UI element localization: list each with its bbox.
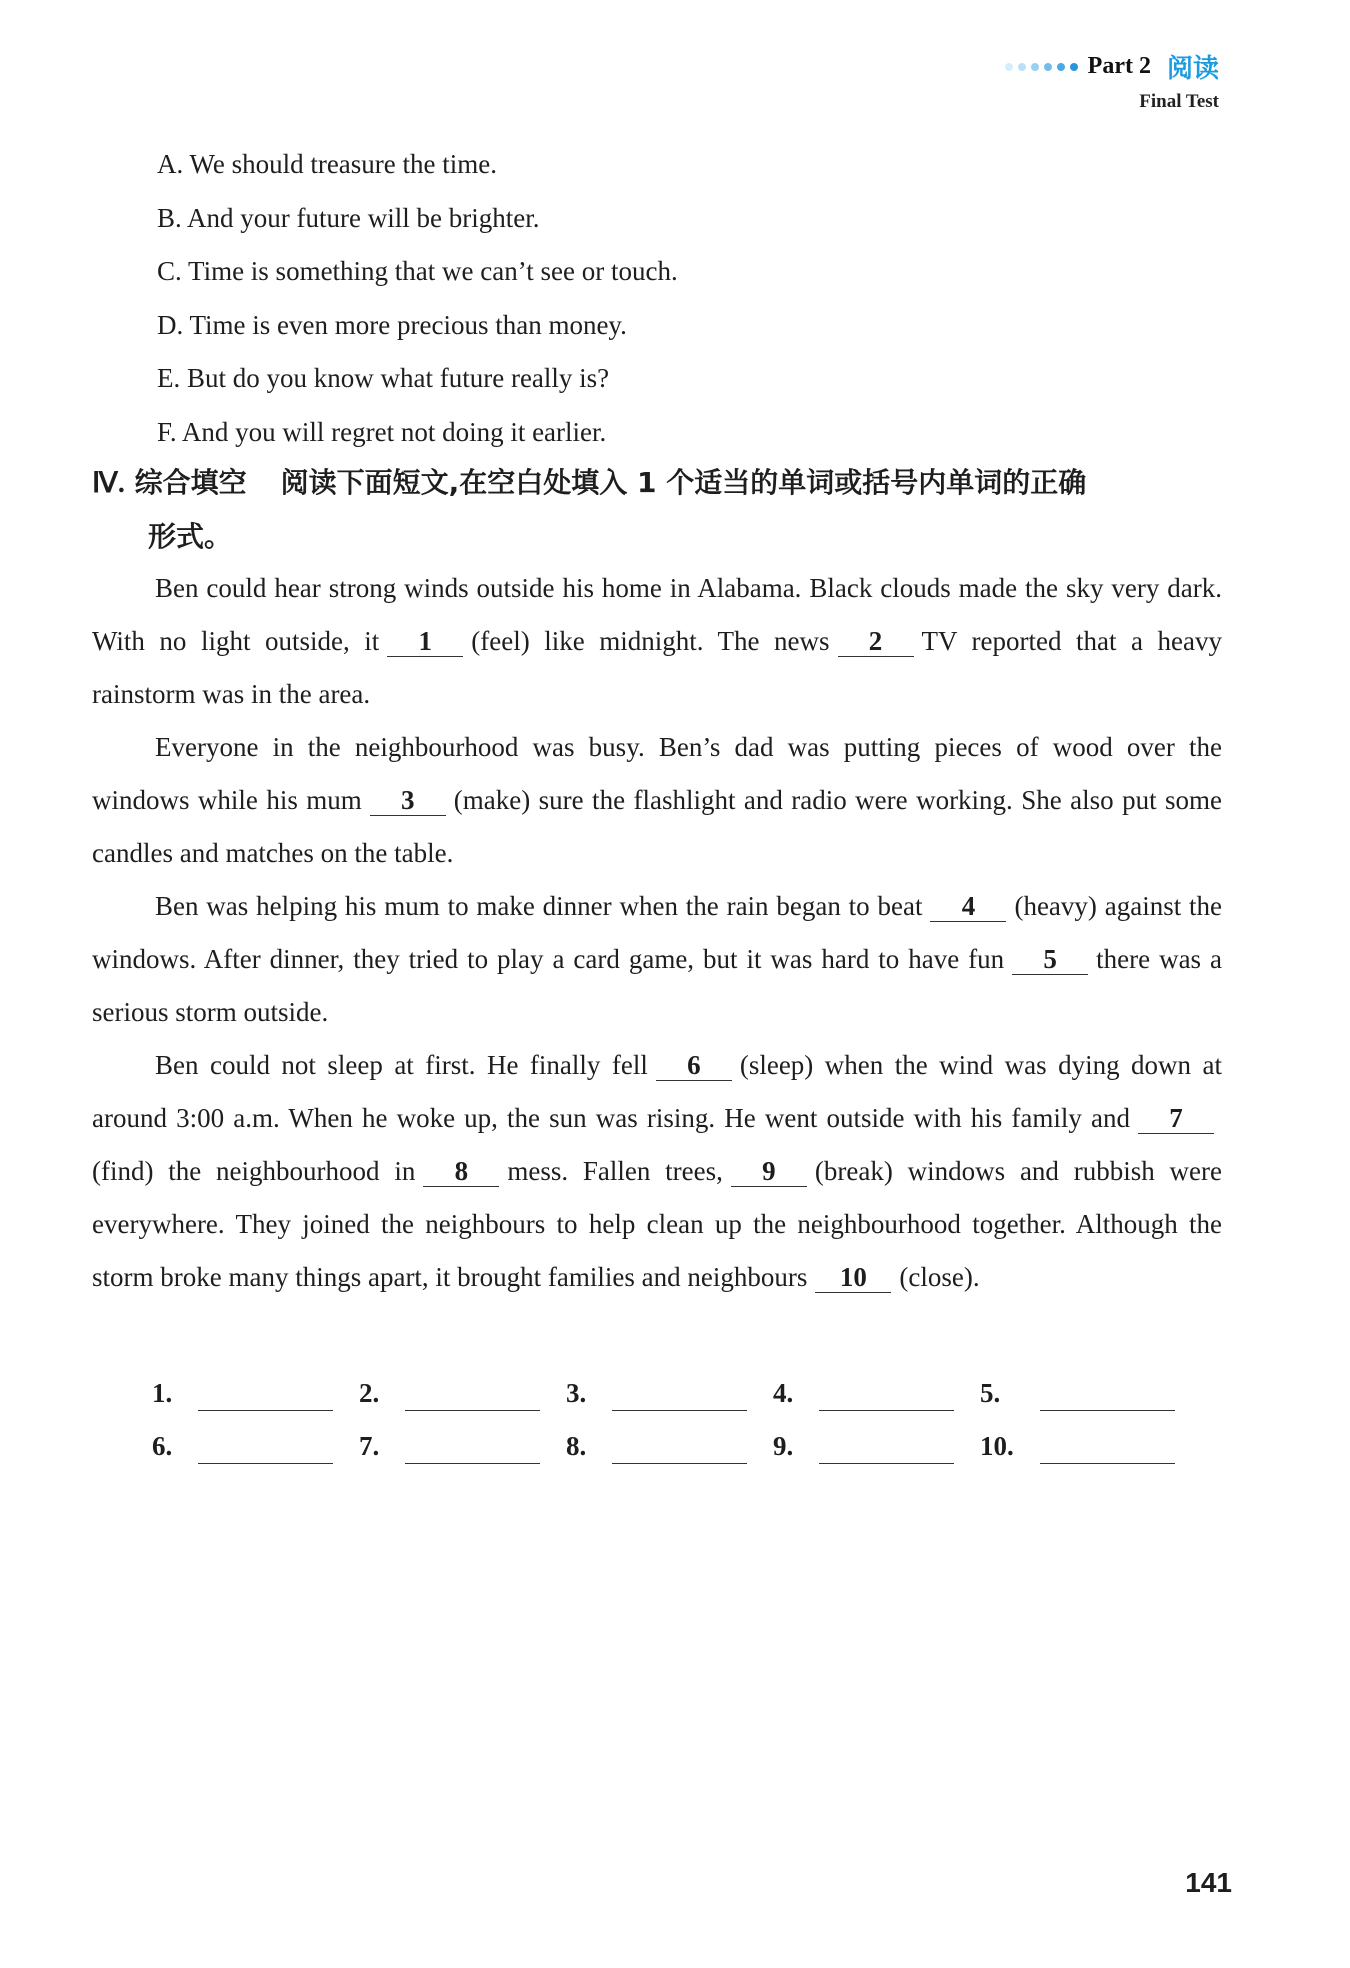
header-subtitle: Final Test [1139,91,1219,112]
dot-icon [1005,63,1013,71]
answer-number: 4. [773,1378,794,1408]
section-title [92,456,1222,563]
answer-field[interactable] [819,1380,954,1411]
blank-3: 3 [370,785,446,816]
passage-text: (close). [899,1262,980,1292]
answer-slot-1 [152,1375,359,1411]
passage-text: Everyone in the neighbourhood was busy. Ben’s dad was putting pieces of wood over the windows while his mum [92,732,1222,815]
answer-field[interactable] [405,1380,540,1411]
blank-2: 2 [838,626,914,657]
answer-number: 9. [773,1431,794,1461]
passage-paragraph-2 [92,721,1222,880]
answer-field[interactable] [612,1433,747,1464]
answer-row [152,1358,1210,1411]
part-chinese-label: 阅读 [1166,54,1219,84]
dot-icon [1031,63,1039,71]
page-number: 141 [1185,1867,1232,1898]
passage-paragraph-3 [92,880,1222,1039]
answer-slot-4 [773,1375,980,1411]
passage-text: Ben could not sleep at first. He finally fell [155,1050,648,1080]
passage-text: (sleep) when the wind was dying down at around 3:00 a.m. When he woke up, the sun was rising. He went outside with his family and [92,1050,1222,1133]
answer-slot-10 [980,1428,1210,1464]
answer-options-list [157,138,678,459]
part-label: Part 2 [1087,53,1151,79]
passage-text: Ben was helping his mum to make dinner when the rain began to beat [155,891,923,921]
passage-text: Ben could hear strong winds outside his home in Alabama. Black clouds made the sky very dark. With no light outside, it [92,573,1222,656]
passage-text: (heavy) against the windows. After dinner, they tried to play a card game, but it was hard to have fun [92,891,1223,974]
section-name: 综合填空 [134,466,247,499]
decorative-dots [1005,63,1078,71]
option-e: E. But do you know what future really is? [157,363,610,393]
page-header [1005,48,1219,113]
section-number: Ⅳ. [92,468,125,499]
dot-icon [1057,63,1065,71]
dot-icon [1070,63,1078,71]
dot-icon [1044,63,1052,71]
passage-text: (feel) like midnight. The news [471,626,830,656]
answer-lines [152,1358,1210,1464]
dot-icon [1018,63,1026,71]
answer-field[interactable] [1040,1433,1175,1464]
blank-8: 8 [423,1156,499,1187]
blank-9: 9 [731,1156,807,1187]
option-f: F. And you will regret not doing it earlier. [157,416,607,447]
answer-row [152,1411,1210,1464]
answer-number: 3. [566,1378,587,1408]
passage-text: TV reported that a heavy rainstorm was in the area. [92,626,1222,709]
blank-5: 5 [1012,944,1088,975]
answer-field[interactable] [198,1380,333,1411]
answer-field[interactable] [198,1433,333,1464]
answer-number: 2. [359,1378,380,1408]
option-d: D. Time is even more precious than money. [157,309,627,340]
answer-slot-9 [773,1428,980,1464]
passage-paragraph-1 [92,562,1222,721]
option-c: C. Time is something that we can’t see or touch. [157,256,678,286]
blank-7: 7 [1138,1103,1214,1134]
option-b: B. And your future will be brighter. [157,202,540,233]
passage-text: mess. Fallen trees, [507,1156,723,1186]
answer-field[interactable] [819,1433,954,1464]
answer-slot-3 [566,1375,773,1411]
option-a: A. We should treasure the time. [157,149,497,179]
answer-slot-8 [566,1428,773,1464]
answer-slot-7 [359,1428,566,1464]
cloze-passage [92,562,1222,1304]
passage-text: (make) sure the flashlight and radio were working. She also put some candles and matches on the table. [92,785,1222,868]
answer-number: 1. [152,1378,173,1408]
passage-text: (find) the neighbourhood in [92,1156,416,1186]
answer-slot-6 [152,1428,359,1464]
passage-text: (break) windows and rubbish were everywhere. They joined the neighbours to help clean up the neighbourhood together. Although the storm broke many things apart, it brought families and neighbours [92,1156,1222,1292]
answer-number: 5. [980,1378,1001,1408]
blank-10: 10 [815,1262,891,1293]
answer-field[interactable] [1040,1380,1175,1411]
answer-slot-5 [980,1375,1210,1411]
answer-number: 10. [980,1431,1014,1461]
answer-number: 6. [152,1431,173,1461]
answer-number: 8. [566,1431,587,1461]
blank-6: 6 [656,1050,732,1081]
blank-4: 4 [930,891,1006,922]
passage-text: there was a serious storm outside. [92,944,1222,1027]
section-instruction: 阅读下面短文,在空白处填入 1 个适当的单词或括号内单词的正确 [280,466,1087,499]
section-heading [92,456,1222,563]
answer-slot-2 [359,1375,566,1411]
passage-paragraph-4 [92,1039,1222,1304]
header-title-row [1005,48,1219,85]
answer-field[interactable] [612,1380,747,1411]
blank-1: 1 [387,626,463,657]
section-instruction-continued: 形式。 [148,520,233,553]
answer-number: 7. [359,1431,380,1461]
answer-field[interactable] [405,1433,540,1464]
